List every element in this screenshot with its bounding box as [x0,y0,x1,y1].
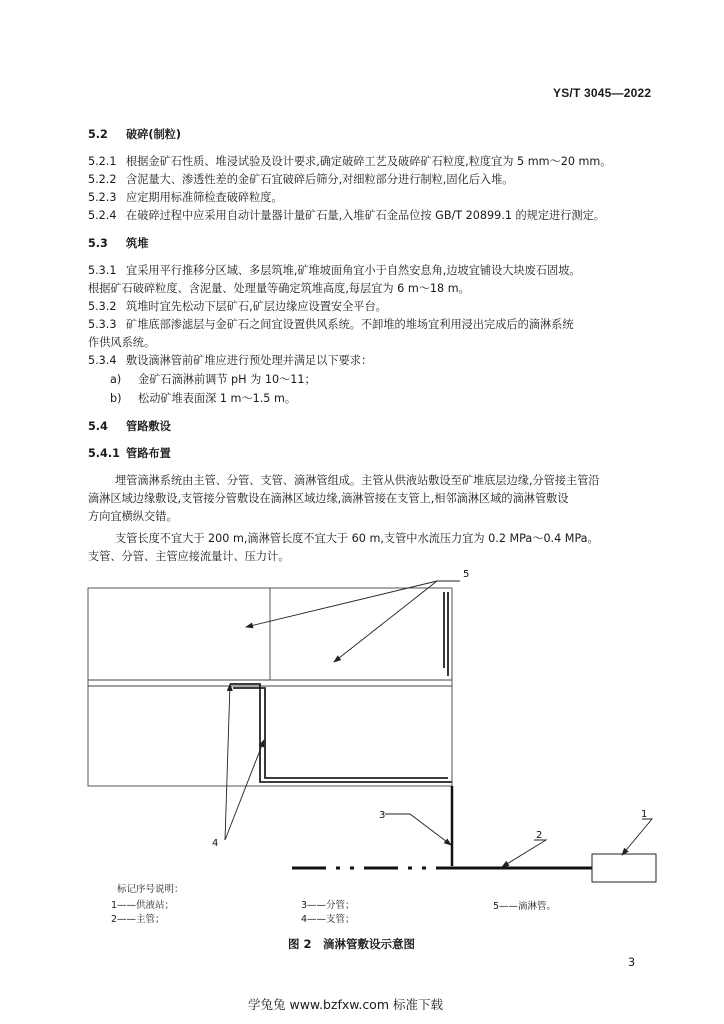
section-title: 筑堆 [126,237,149,250]
figure-caption: 图 2 滴淋管敷设示意图 [288,937,416,951]
section-title: 管路布置 [126,447,171,460]
clause-text: 筑堆时宜先松动下层矿石,矿层边缘应设置安全平台。 [126,300,387,313]
paragraph-1-line-3: 方向宜横纵交错。 [88,510,178,523]
clause-number: 5.2.3 [88,191,117,204]
label-2: 2 [536,830,543,841]
section-title: 破碎(制粒) [126,128,181,141]
list-text: 金矿石滴淋前调节 pH 为 10～11； [138,373,316,386]
clause-number: 5.2.2 [88,173,117,186]
branch-pipe-4 [230,684,452,782]
list-text: 松动矿堆表面深 1 m～1.5 m。 [138,392,297,405]
section-number: 5.4.1 [88,447,120,460]
document-code: YS/T 3045—2022 [553,86,652,100]
clause-number: 5.2.4 [88,209,117,222]
legend-item-2: 2——主管； [111,914,165,925]
paragraph-1-line-2: 滴淋区域边缘敷设,支管接分管敷设在滴淋区域边缘,滴淋管接在支管上,相邻滴淋区域的滴淋管敷设 [88,492,569,505]
footer-watermark: 学兔兔 www.bzfxw.com 标准下载 [248,997,443,1012]
legend-title: 标记序号说明： [117,884,184,895]
list-marker: b) [110,392,122,405]
paragraph-1-line-1: 埋管滴淋系统由主管、分管、支管、滴淋管组成。主管从供液站敷设至矿堆底层边缘,分管接主管沿 [115,474,600,487]
clause-number: 5.3.1 [88,264,117,277]
legend-item-4: 4——支管； [301,914,355,925]
clause-text: 在破碎过程中应采用自动计量器计量矿石量,入堆矿石金品位按 GB/T 20899.1 的规定进行测定。 [126,209,605,222]
section-number: 5.2 [88,128,108,141]
drip-pipe-5 [444,592,448,676]
page-number: 3 [628,956,636,969]
legend-item-1: 1——供液站； [111,900,175,911]
label-3: 3 [379,810,386,821]
supply-station-1 [592,854,656,882]
clause-text: 敷设滴淋管前矿堆应进行预处理并满足以下要求： [126,354,373,367]
label-1: 1 [641,809,648,820]
label-4: 4 [212,838,219,849]
clause-text: 含泥量大、渗透性差的金矿石宜破碎后筛分,对细粒部分进行制粒,固化后入堆。 [126,173,514,186]
clause-number: 5.3.3 [88,318,117,331]
paragraph-2-line-2: 支管、分管、主管应接流量计、压力计。 [88,550,290,563]
clause-number: 5.3.2 [88,300,117,313]
section-number: 5.3 [88,237,108,250]
section-title: 管路敷设 [126,420,171,433]
clause-text: 宜采用平行推移分区域、多层筑堆,矿堆坡面角宜小于自然安息角,边坡宜铺设大块废石固坡。 [126,264,581,277]
legend-item-3: 3——分管； [301,900,355,911]
section-number: 5.4 [88,420,108,433]
list-marker: a) [110,373,122,386]
clause-5-3-3-cont: 作供风系统。 [88,336,156,349]
clause-text: 应定期用标准筛检查破碎粒度。 [126,191,283,204]
clause-number: 5.2.1 [88,155,117,168]
clause-number: 5.3.4 [88,354,117,367]
clause-text: 矿堆底部渗滤层与金矿石之间宜设置供风系统。不卸堆的堆场宜利用浸出完成后的滴淋系统 [126,318,574,331]
legend-item-5: 5——滴淋管。 [493,901,557,912]
clause-text: 根据金矿石性质、堆浸试验及设计要求,确定破碎工艺及破碎矿石粒度,粒度宜为 5 mm～20 mm。 [126,155,612,168]
leader-lines [225,581,652,867]
label-5: 5 [463,569,470,580]
heap-area-outline [88,588,452,786]
clause-5-3-1-cont: 根据矿石破碎粒度、含泥量、处理量等确定筑堆高度,每层宜为 6 m～18 m。 [88,282,470,295]
paragraph-2-line-1: 支管长度不宜大于 200 m,滴淋管长度不宜大于 60 m,支管中水流压力宜为 0.2 MPa～0.4 MPa。 [115,532,599,545]
